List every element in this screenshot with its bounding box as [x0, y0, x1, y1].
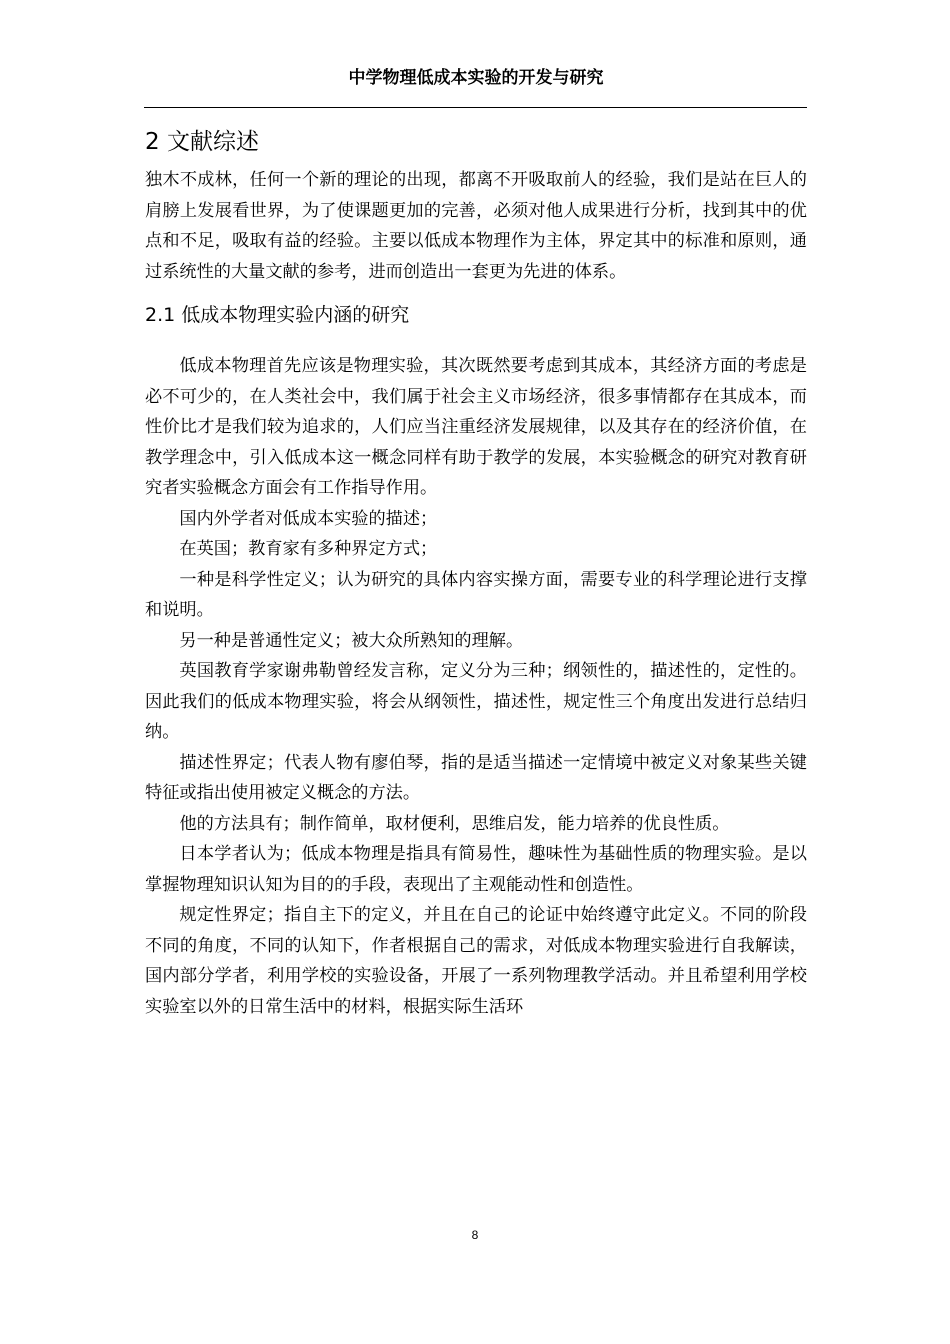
- body-paragraph: 国内外学者对低成本实验的描述；: [179, 508, 438, 529]
- section-intro-paragraph: 独木不成林，任何一个新的理论的出现，都离不开吸取前人的经验，我们是站在巨人的肩膀上发展看世界，为了使课题更加的完善，必须对他人成果进行分析，找到其中的优点和不足，吸取有益的经验。主要以低成本物理作为主体，界定其中的标准和原则，通过系统性的大量文献的参考，进而创造出一套更为先进的体系。: [145, 170, 807, 282]
- section-heading: 2 文献综述: [145, 129, 259, 155]
- body-paragraph: 他的方法具有；制作简单，取材便利，思维启发，能力培养的优良性质。: [179, 813, 730, 834]
- body-paragraph: 在英国；教育家有多种界定方式；: [179, 539, 438, 559]
- body-paragraph: 另一种是普通性定义；被大众所熟知的理解。: [179, 630, 524, 651]
- subsection-heading: 2.1 低成本物理实验内涵的研究: [145, 304, 410, 326]
- page-number: 8: [471, 1228, 479, 1242]
- running-header: 中学物理低成本实验的开发与研究: [348, 68, 604, 88]
- body-paragraph: 一种是科学性定义；认为研究的具体内容实操方面，需要专业的科学理论进行支撑和说明。: [145, 569, 807, 620]
- body-paragraph: 规定性界定；指自主下的定义，并且在自己的论证中始终遵守此定义。不同的阶段不同的角度，不同的认知下，作者根据自己的需求，对低成本物理实验进行自我解读，国内部分学者，利用学校的实验设备，开展了一系列物理教学活动。并且希望利用学校实验室以外的日常生活中的材料，根据实际生活环: [145, 905, 807, 1017]
- page-content: [145, 125, 807, 1022]
- body-paragraph: 英国教育学家谢弗勒曾经发言称，定义分为三种；纲领性的，描述性的，定性的。因此我们的低成本物理实验，将会从纲领性，描述性，规定性三个角度出发进行总结归纳。: [145, 661, 807, 742]
- body-paragraph: 日本学者认为；低成本物理是指具有简易性，趣味性为基础性质的物理实验。是以掌握物理知识认知为目的的手段，表现出了主观能动性和创造性。: [145, 844, 807, 895]
- header-divider: [144, 107, 807, 108]
- body-paragraph: 低成本物理首先应该是物理实验，其次既然要考虑到其成本，其经济方面的考虑是必不可少的，在人类社会中，我们属于社会主义市场经济，很多事情都存在其成本，而性价比才是我们较为追求的，人们应当注重经济发展规律，以及其存在的经济价值，在教学理念中，引入低成本这一概念同样有助于教学的发展，本实验概念的研究对教育研究者实验概念方面会有工作指导作用。: [145, 356, 807, 498]
- body-paragraph: 描述性界定；代表人物有廖伯琴，指的是适当描述一定情境中被定义对象某些关键特征或指出使用被定义概念的方法。: [145, 752, 807, 803]
